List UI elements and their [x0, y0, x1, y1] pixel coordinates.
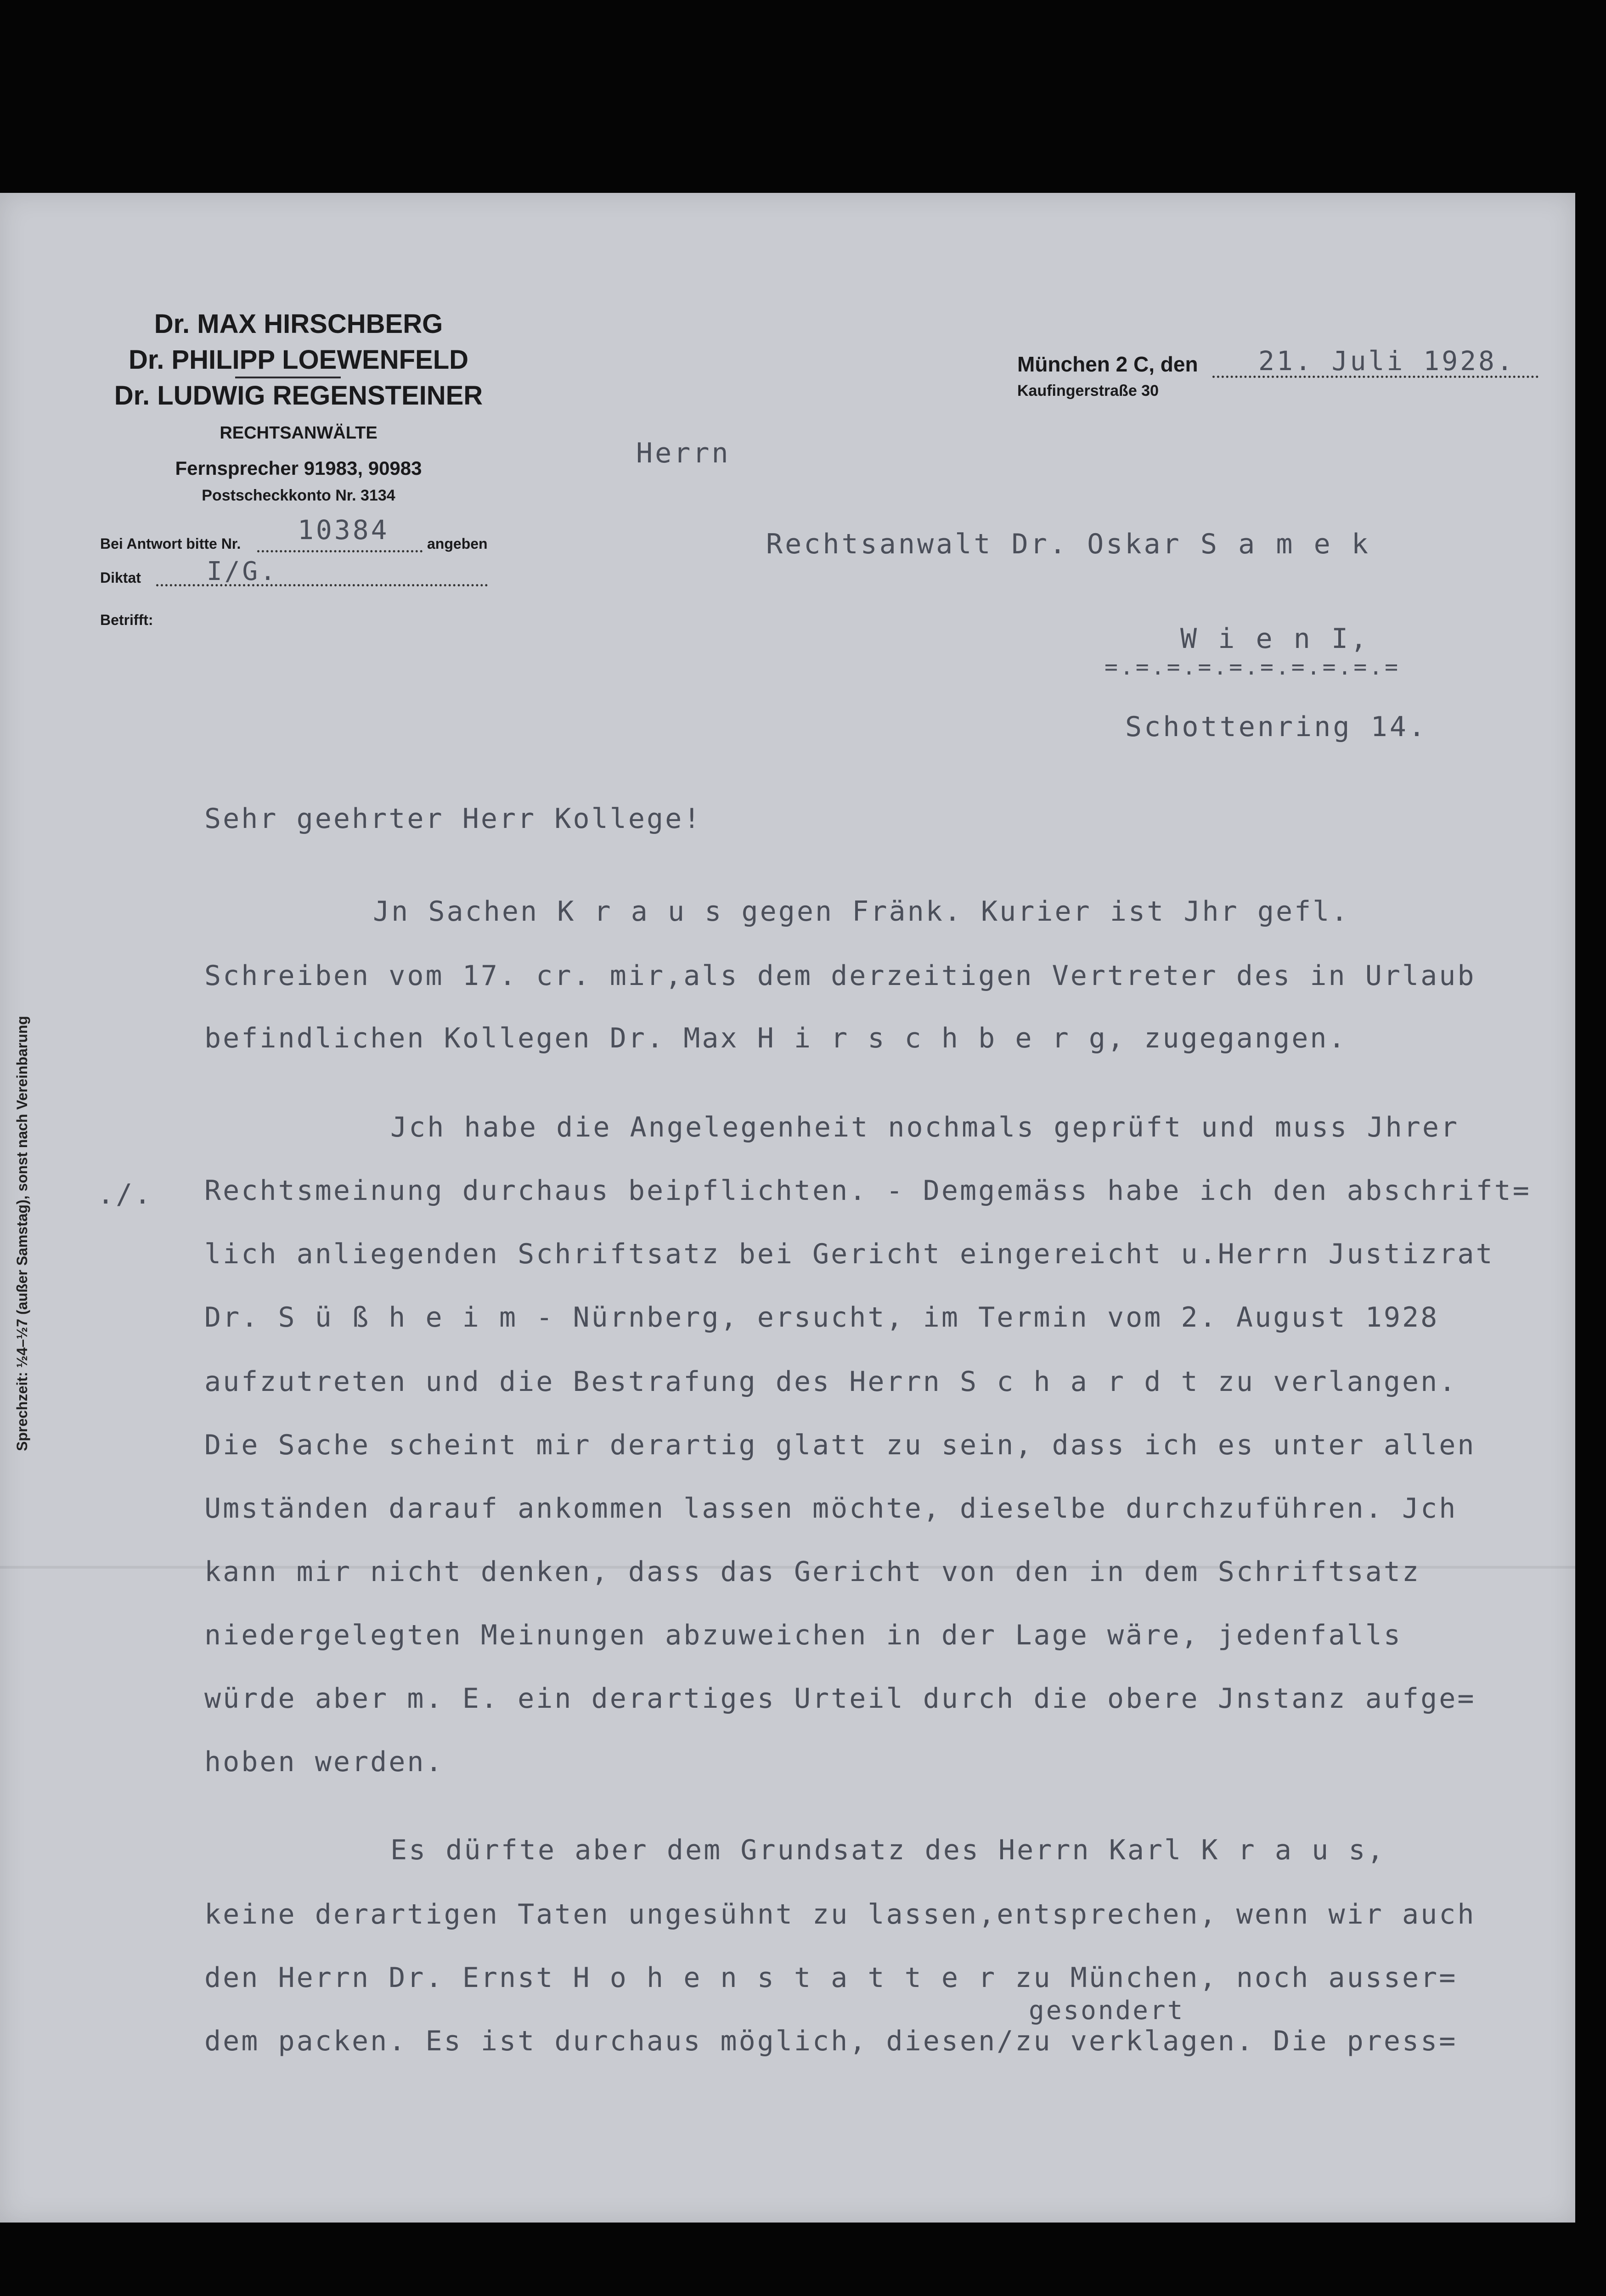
- dictation-label: Diktat: [100, 569, 141, 586]
- place-label: München 2 C, den: [1017, 352, 1198, 376]
- body-line: dem packen. Es ist durchaus möglich, diesen/zu verklagen. Die press=: [204, 2025, 1458, 2057]
- office-hours-note: Sprechzeit: ½4–½7 (außer Samstag), sonst nach Vereinbarung: [14, 1016, 30, 1451]
- letterhead-phone: Fernsprecher 91983, 90983: [175, 457, 422, 479]
- letter-date: 21. Juli 1928.: [1258, 345, 1515, 377]
- body-line: Jch habe die Angelegenheit nochmals geprüft und muss Jhrer: [390, 1111, 1459, 1143]
- body-line: keine derartigen Taten ungesühnt zu lassen,entsprechen, wenn wir auch: [204, 1898, 1476, 1930]
- letterhead-street: Kaufingerstraße 30: [1017, 382, 1159, 400]
- margin-mark: ./.: [97, 1178, 153, 1210]
- dictation-dots: [156, 584, 488, 586]
- body-line: Die Sache scheint mir derartig glatt zu sein, dass ich es unter allen: [204, 1429, 1476, 1461]
- body-line: befindlichen Kollegen Dr. Max H i r s c h b e r g, zugegangen.: [204, 1022, 1347, 1054]
- letterhead-name-3: Dr. LUDWIG REGENSTEINER: [114, 381, 483, 411]
- body-line: würde aber m. E. ein derartiges Urteil durch die obere Jnstanz aufge=: [204, 1683, 1476, 1715]
- address-street: Schottenring 14.: [1125, 711, 1427, 743]
- address-city: W i e n I,: [1180, 623, 1369, 655]
- body-line: Dr. S ü ß h e i m - Nürnberg, ersucht, im Termin vom 2. August 1928: [204, 1301, 1439, 1334]
- reply-dots: [257, 550, 423, 552]
- reply-suffix: angeben: [427, 535, 488, 552]
- address-herrn: Herrn: [636, 437, 731, 469]
- letterhead-name-2: Dr. PHILIPP LOEWENFELD: [128, 345, 469, 375]
- body-line: den Herrn Dr. Ernst H o h e n s t a t t e r zu München, noch ausser=: [204, 1962, 1458, 1994]
- body-line: hoben werden.: [204, 1746, 444, 1778]
- letterhead-profession: RECHTSANWÄLTE: [220, 423, 378, 443]
- inserted-word: gesondert: [1029, 1996, 1185, 2026]
- body-line: lich anliegenden Schriftsatz bei Gericht eingereicht u.Herrn Justizrat: [204, 1238, 1494, 1270]
- address-recipient: Rechtsanwalt Dr. Oskar S a m e k: [766, 528, 1370, 560]
- address-city-rule: =.=.=.=.=.=.=.=.=.=: [1104, 654, 1401, 680]
- reply-label: Bei Antwort bitte Nr.: [100, 535, 241, 552]
- body-line: Es dürfte aber dem Grundsatz des Herrn Karl K r a u s,: [390, 1834, 1386, 1866]
- body-line: niedergelegten Meinungen abzuweichen in der Lage wäre, jedenfalls: [204, 1619, 1402, 1651]
- greeting: Sehr geehrter Herr Kollege!: [204, 803, 702, 835]
- body-line: Schreiben vom 17. cr. mir,als dem derzeitigen Vertreter des in Urlaub: [204, 960, 1476, 992]
- reply-number: 10384: [298, 514, 389, 546]
- letterhead-postal-account: Postscheckkonto Nr. 3134: [202, 487, 395, 504]
- name-underline: [235, 377, 341, 378]
- body-line: Jn Sachen K r a u s gegen Fränk. Kurier ist Jhr gefl.: [373, 895, 1350, 928]
- dictation-value: I/G.: [207, 557, 278, 586]
- body-line: aufzutreten und die Bestrafung des Herrn S c h a r d t zu verlangen.: [204, 1366, 1458, 1398]
- body-line: kann mir nicht denken, dass das Gericht von den in dem Schriftsatz: [204, 1556, 1421, 1588]
- letterhead-name-1: Dr. MAX HIRSCHBERG: [154, 309, 443, 339]
- subject-label: Betrifft:: [100, 612, 153, 628]
- body-line: Umständen darauf ankommen lassen möchte, dieselbe durchzuführen. Jch: [204, 1492, 1458, 1525]
- body-line: Rechtsmeinung durchaus beipflichten. - Demgemäss habe ich den abschrift=: [204, 1175, 1531, 1207]
